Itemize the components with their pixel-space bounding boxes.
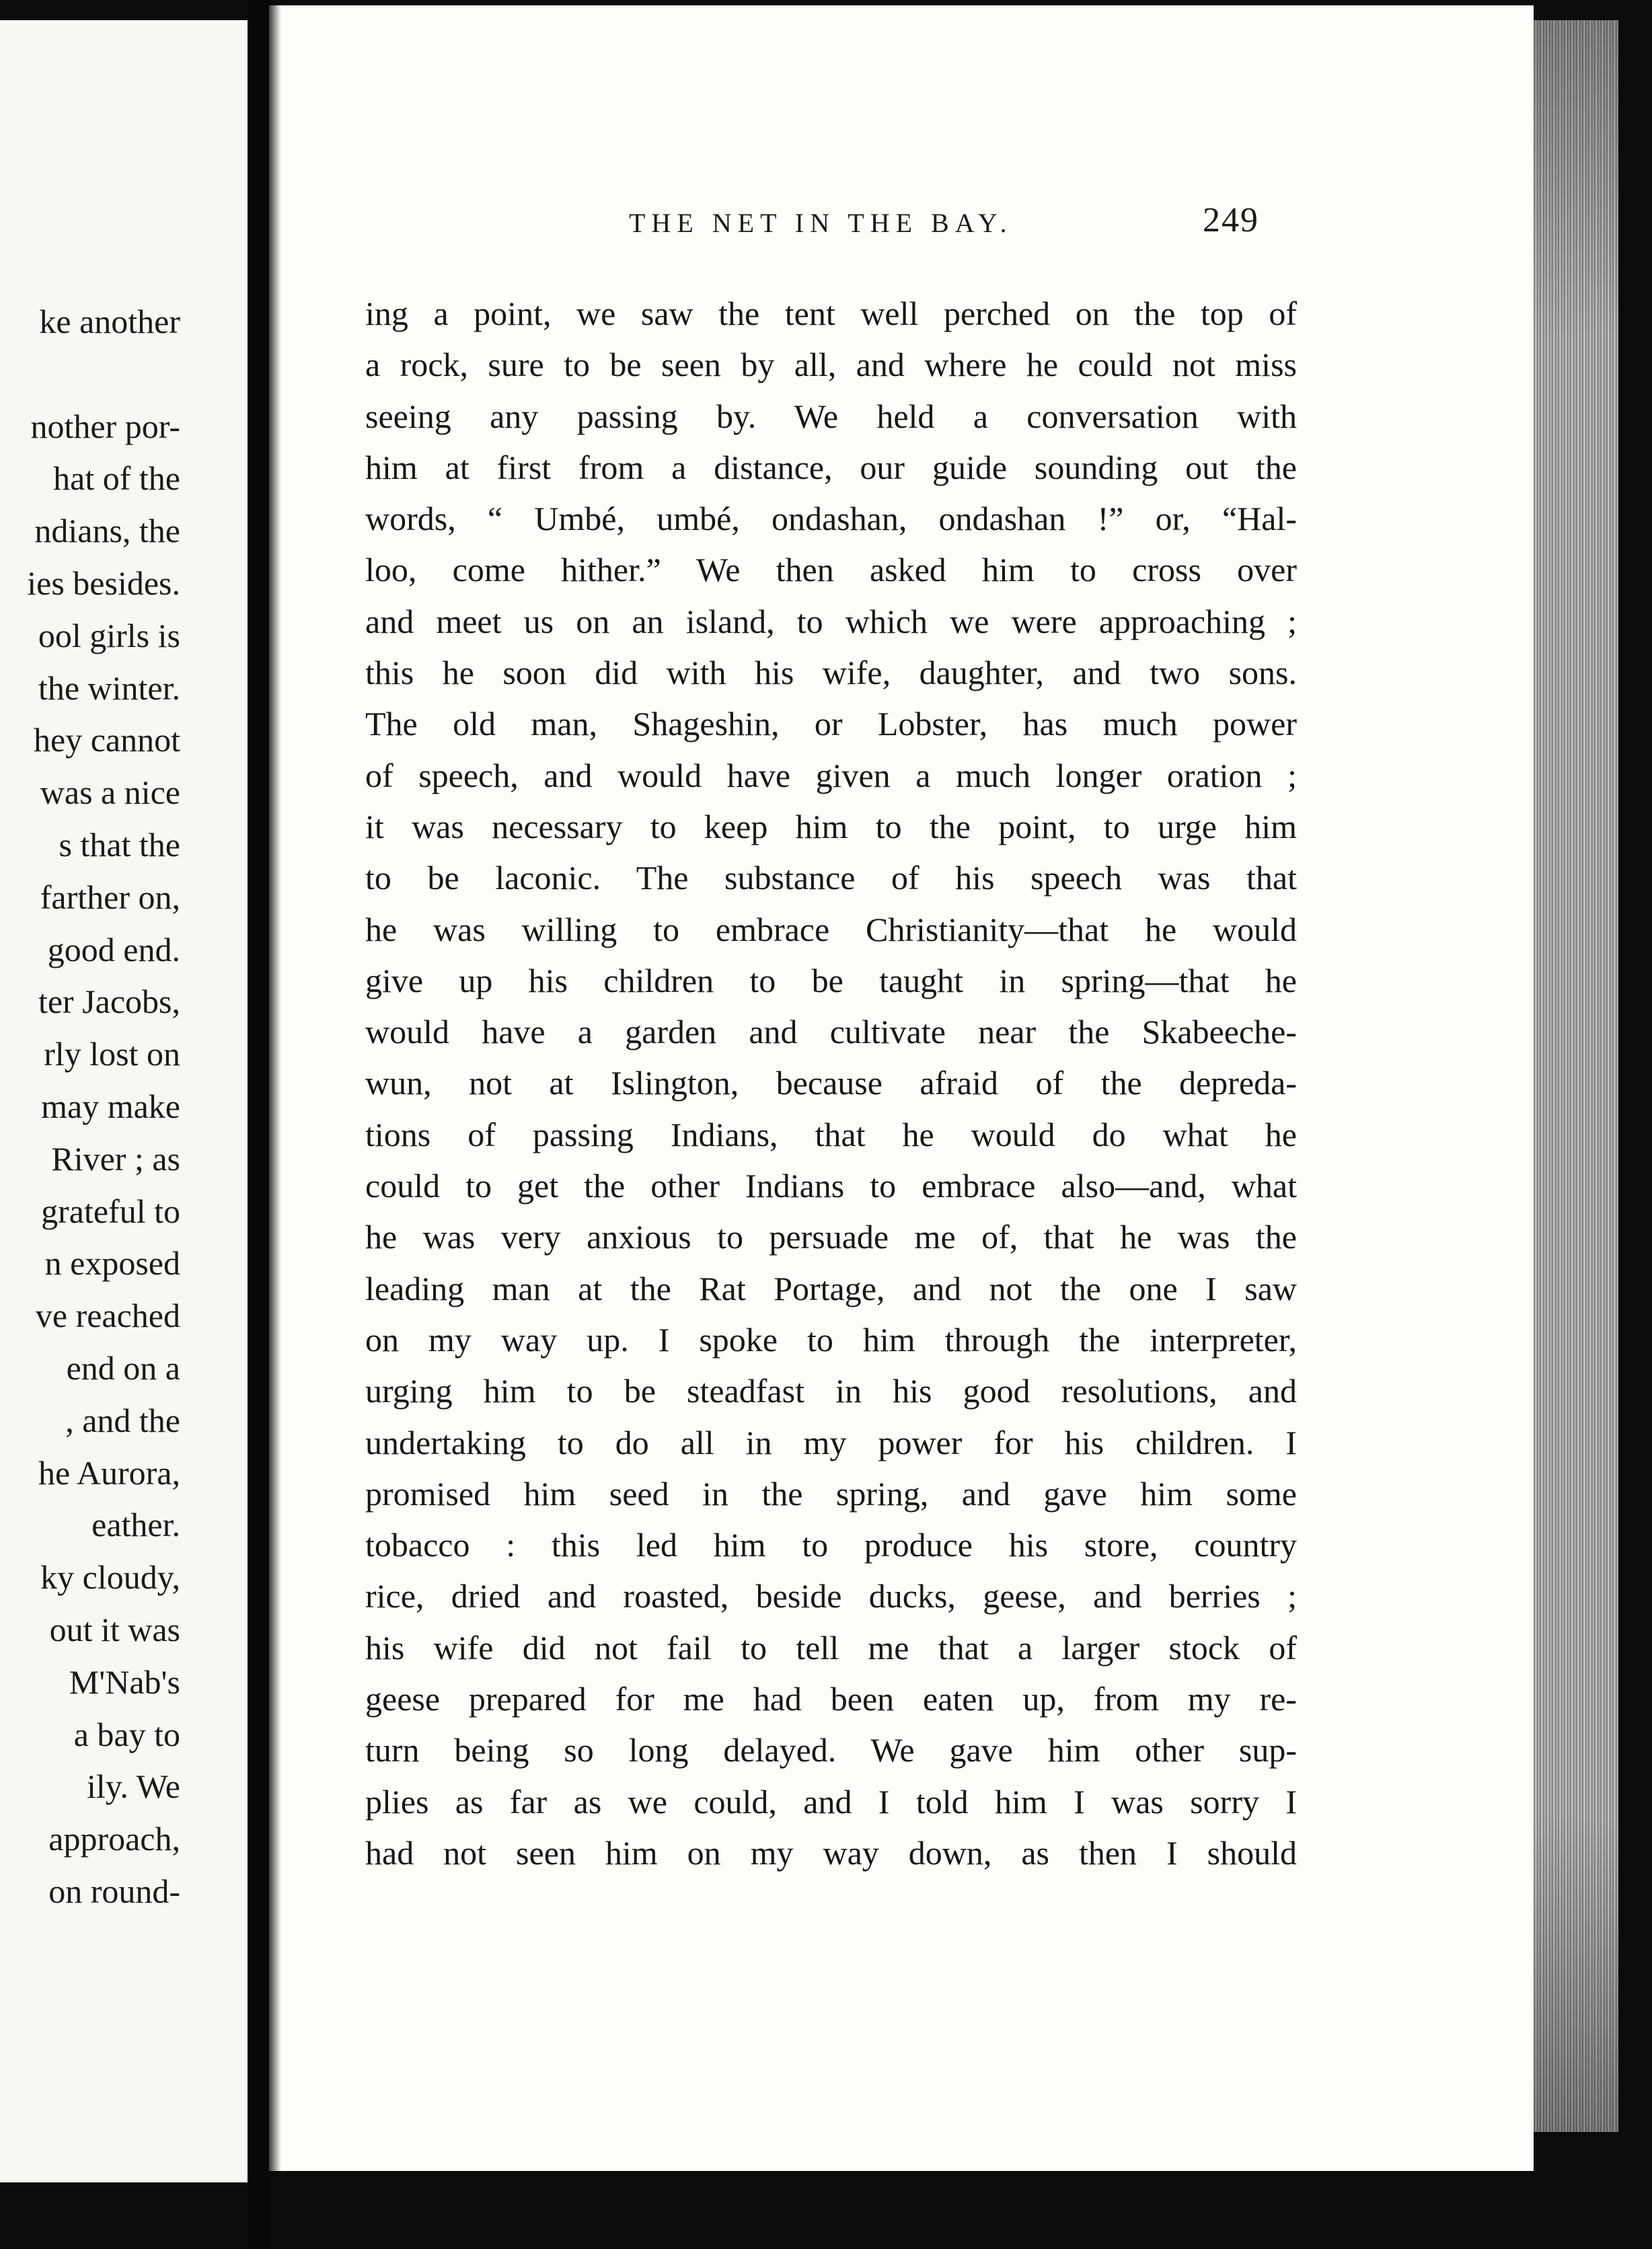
previous-page-line: s that the: [59, 825, 180, 864]
text-line: of speech, and would have given a much longer oration ;: [365, 756, 1297, 794]
text-line: tobacco : this led him to produce his store, country: [365, 1526, 1297, 1564]
previous-page-line: ily. We: [86, 1767, 180, 1806]
text-line: and meet us on an island, to which we were approaching ;: [365, 602, 1297, 640]
previous-page-line: good end.: [47, 930, 180, 968]
book-gutter: [248, 0, 270, 2249]
previous-page-line: M'Nab's: [69, 1663, 180, 1701]
previous-page-line: farther on,: [40, 878, 180, 916]
text-line: to be laconic. The substance of his speech was that: [365, 859, 1297, 897]
text-line: a rock, sure to be seen by all, and where he could not miss: [365, 346, 1297, 384]
text-line: words, “ Umbé, umbé, ondashan, ondashan !” or, “Hal-: [365, 500, 1297, 538]
text-line: rice, dried and roasted, beside ducks, geese, and berries ;: [365, 1577, 1297, 1615]
text-line: The old man, Shageshin, or Lobster, has much power: [365, 705, 1297, 743]
page-number: 249: [1203, 201, 1259, 239]
text-line: wun, not at Islington, because afraid of the depreda-: [365, 1064, 1297, 1102]
previous-page-line: ter Jacobs,: [38, 983, 180, 1021]
previous-page-line: nother por-: [30, 407, 180, 445]
text-line: had not seen him on my way down, as then I should: [365, 1833, 1297, 1872]
text-line: urging him to be steadfast in his good resolutions, and: [365, 1372, 1297, 1410]
page-body-text: [365, 288, 1297, 1878]
text-line: loo, come hither.” We then asked him to cross over: [365, 551, 1297, 589]
previous-page-line: was a nice: [40, 773, 180, 812]
text-line: leading man at the Rat Portage, and not the one I saw: [365, 1269, 1297, 1307]
previous-page-line: ky cloudy,: [40, 1558, 180, 1597]
previous-page-line: end on a: [66, 1348, 180, 1387]
previous-page-line: eather.: [91, 1506, 180, 1544]
text-line: it was necessary to keep him to the point, to urge him: [365, 807, 1297, 845]
previous-page-line: River ; as: [51, 1139, 180, 1178]
previous-page-line: a bay to: [73, 1715, 180, 1753]
previous-page-line: rly lost on: [44, 1035, 180, 1073]
text-line: could to get the other Indians to embrace also—and, what: [365, 1167, 1297, 1205]
previous-page-line: on round-: [48, 1872, 180, 1910]
text-line: this he soon did with his wife, daughter, and two sons.: [365, 654, 1297, 692]
previous-page-line: hat of the: [53, 459, 180, 498]
text-line: undertaking to do all in my power for his children. I: [365, 1423, 1297, 1461]
running-head: THE NET IN THE BAY.: [629, 208, 1013, 238]
text-line: him at first from a distance, our guide sounding out the: [365, 448, 1297, 486]
previous-page-line: the winter.: [38, 669, 180, 707]
text-line: plies as far as we could, and I told him I was sorry I: [365, 1782, 1297, 1821]
previous-page-line: ke another: [39, 303, 180, 340]
text-line: he was willing to embrace Christianity—that he would: [365, 910, 1297, 948]
previous-page-line: n exposed: [44, 1244, 180, 1283]
previous-page-line: , and the: [65, 1401, 180, 1439]
text-line: ing a point, we saw the tent well perched on the top of: [365, 295, 1297, 332]
previous-page-line: [27, 348, 180, 401]
previous-page-line: ndians, the: [34, 512, 180, 550]
previous-page-fragment: [0, 20, 250, 2182]
text-line: seeing any passing by. We held a conversation with: [365, 397, 1297, 435]
text-line: would have a garden and cultivate near the Skabeeche-: [365, 1013, 1297, 1051]
previous-page-line: out it was: [49, 1610, 180, 1648]
previous-page-line: he Aurora,: [38, 1453, 180, 1492]
previous-page-line: approach,: [48, 1820, 180, 1858]
text-line: tions of passing Indians, that he would do what he: [365, 1115, 1297, 1153]
previous-page-line: ve reached: [35, 1297, 180, 1335]
page-edges: [1534, 20, 1618, 2132]
text-line: geese prepared for me had been eaten up, from my re-: [365, 1680, 1297, 1718]
text-line: promised him seed in the spring, and gave him some: [365, 1474, 1297, 1513]
previous-page-line: grateful to: [41, 1192, 180, 1230]
book-page: [269, 5, 1534, 2171]
text-line: his wife did not fail to tell me that a larger stock of: [365, 1628, 1297, 1667]
previous-page-line: may make: [41, 1087, 180, 1125]
text-line: he was very anxious to persuade me of, that he was the: [365, 1218, 1297, 1256]
text-line: give up his children to be taught in spring—that he: [365, 961, 1297, 999]
previous-page-line: hey cannot: [34, 721, 180, 759]
previous-page-text: [27, 296, 180, 1918]
text-line: turn being so long delayed. We gave him other sup-: [365, 1731, 1297, 1769]
text-line: on my way up. I spoke to him through the interpreter,: [365, 1320, 1297, 1359]
previous-page-line: ies besides.: [27, 564, 180, 602]
previous-page-line: ool girls is: [38, 616, 180, 654]
